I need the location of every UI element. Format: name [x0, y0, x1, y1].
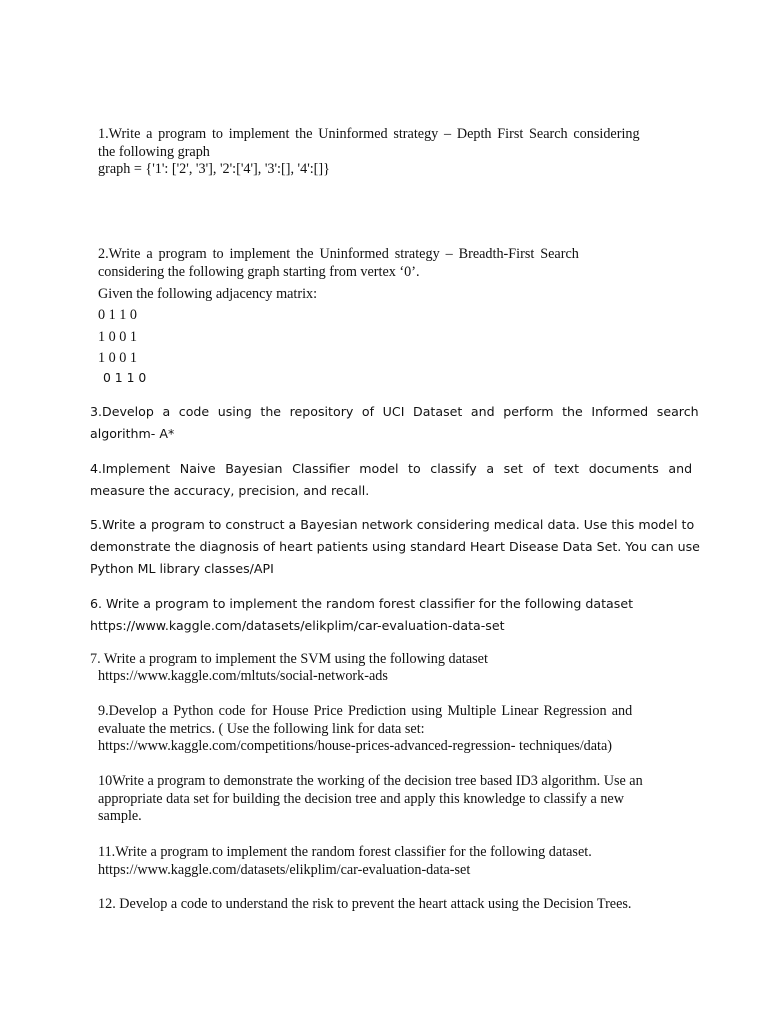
- question-4: [90, 458, 693, 502]
- question-7-number: 7.: [90, 651, 101, 667]
- question-2: [98, 246, 677, 281]
- question-5-line-1: 5.Write a program to construct a Bayesian network considering medical data. Use this model to: [90, 517, 695, 532]
- question-11: [98, 844, 678, 879]
- question-9-link: https://www.kaggle.com/competitions/house-prices-advanced-regression- techniques/data): [98, 738, 613, 754]
- question-1-graph: graph = {'1': ['2', '3'], '2':['4'], '3':[], '4':[]}: [98, 161, 330, 177]
- question-2-line-2: considering the following graph starting from vertex ‘0’.: [98, 263, 420, 280]
- question-10-line-1: 10Write a program to demonstrate the working of the decision tree based ID3 algorithm. Use an: [98, 773, 643, 789]
- question-1-line-1: 1.Write a program to implement the Uninformed strategy – Depth First Search considering: [98, 126, 640, 142]
- question-9-line-2: evaluate the metrics. ( Use the following link for data set:: [98, 720, 425, 737]
- question-4-line-2: measure the accuracy, precision, and recall.: [90, 483, 370, 498]
- question-4-line-1: 4.Implement Naive Bayesian Classifier model to classify a set of text documents and: [90, 461, 693, 476]
- question-12-line-1: 12. Develop a code to understand the risk to prevent the heart attack using the Decision Trees.: [98, 896, 632, 912]
- question-7-link: https://www.kaggle.com/mltuts/social-network-ads: [98, 668, 388, 684]
- matrix-row-4: 0 1 1 0: [99, 370, 147, 385]
- matrix-row-3: 1 0 0 1: [98, 350, 138, 366]
- question-12: [98, 896, 678, 914]
- question-7: [90, 651, 680, 669]
- question-3-line-1: 3.Develop a code using the repository of UCI Dataset and perform the Informed search: [90, 404, 699, 419]
- question-7-line-1: Write a program to implement the SVM using the following dataset: [100, 651, 488, 667]
- question-1: [98, 126, 677, 179]
- question-6: [90, 593, 680, 637]
- question-2-matrix-caption: Given the following adjacency matrix:: [98, 286, 318, 302]
- question-1-line-2: the following graph: [98, 143, 210, 160]
- question-5-line-2: demonstrate the diagnosis of heart patients using standard Heart Disease Data Set. You can use: [90, 539, 700, 554]
- matrix-row-1: 0 1 1 0: [98, 307, 138, 323]
- question-6-link: https://www.kaggle.com/datasets/elikplim/car-evaluation-data-set: [90, 618, 505, 633]
- question-11-link: https://www.kaggle.com/datasets/elikplim/car-evaluation-data-set: [98, 861, 471, 878]
- question-3: [90, 401, 699, 445]
- question-3-line-2: algorithm- A*: [90, 426, 175, 441]
- question-10-line-2: appropriate data set for building the decision tree and apply this knowledge to classify a new: [98, 790, 624, 807]
- question-9: [98, 703, 664, 756]
- question-10: [98, 773, 678, 826]
- question-2-line-1: 2.Write a program to implement the Uninformed strategy – Breadth-First Search: [98, 246, 579, 262]
- question-11-line-1: 11.Write a program to implement the random forest classifier for the following dataset.: [98, 844, 592, 860]
- question-9-line-1: 9.Develop a Python code for House Price Prediction using Multiple Linear Regression and: [98, 703, 633, 719]
- question-5: [90, 514, 700, 580]
- question-5-line-3: Python ML library classes/API: [90, 561, 274, 576]
- question-6-line-1: 6. Write a program to implement the random forest classifier for the following dataset: [90, 596, 634, 611]
- matrix-row-2: 1 0 0 1: [98, 329, 138, 345]
- question-10-line-3: sample.: [98, 808, 142, 824]
